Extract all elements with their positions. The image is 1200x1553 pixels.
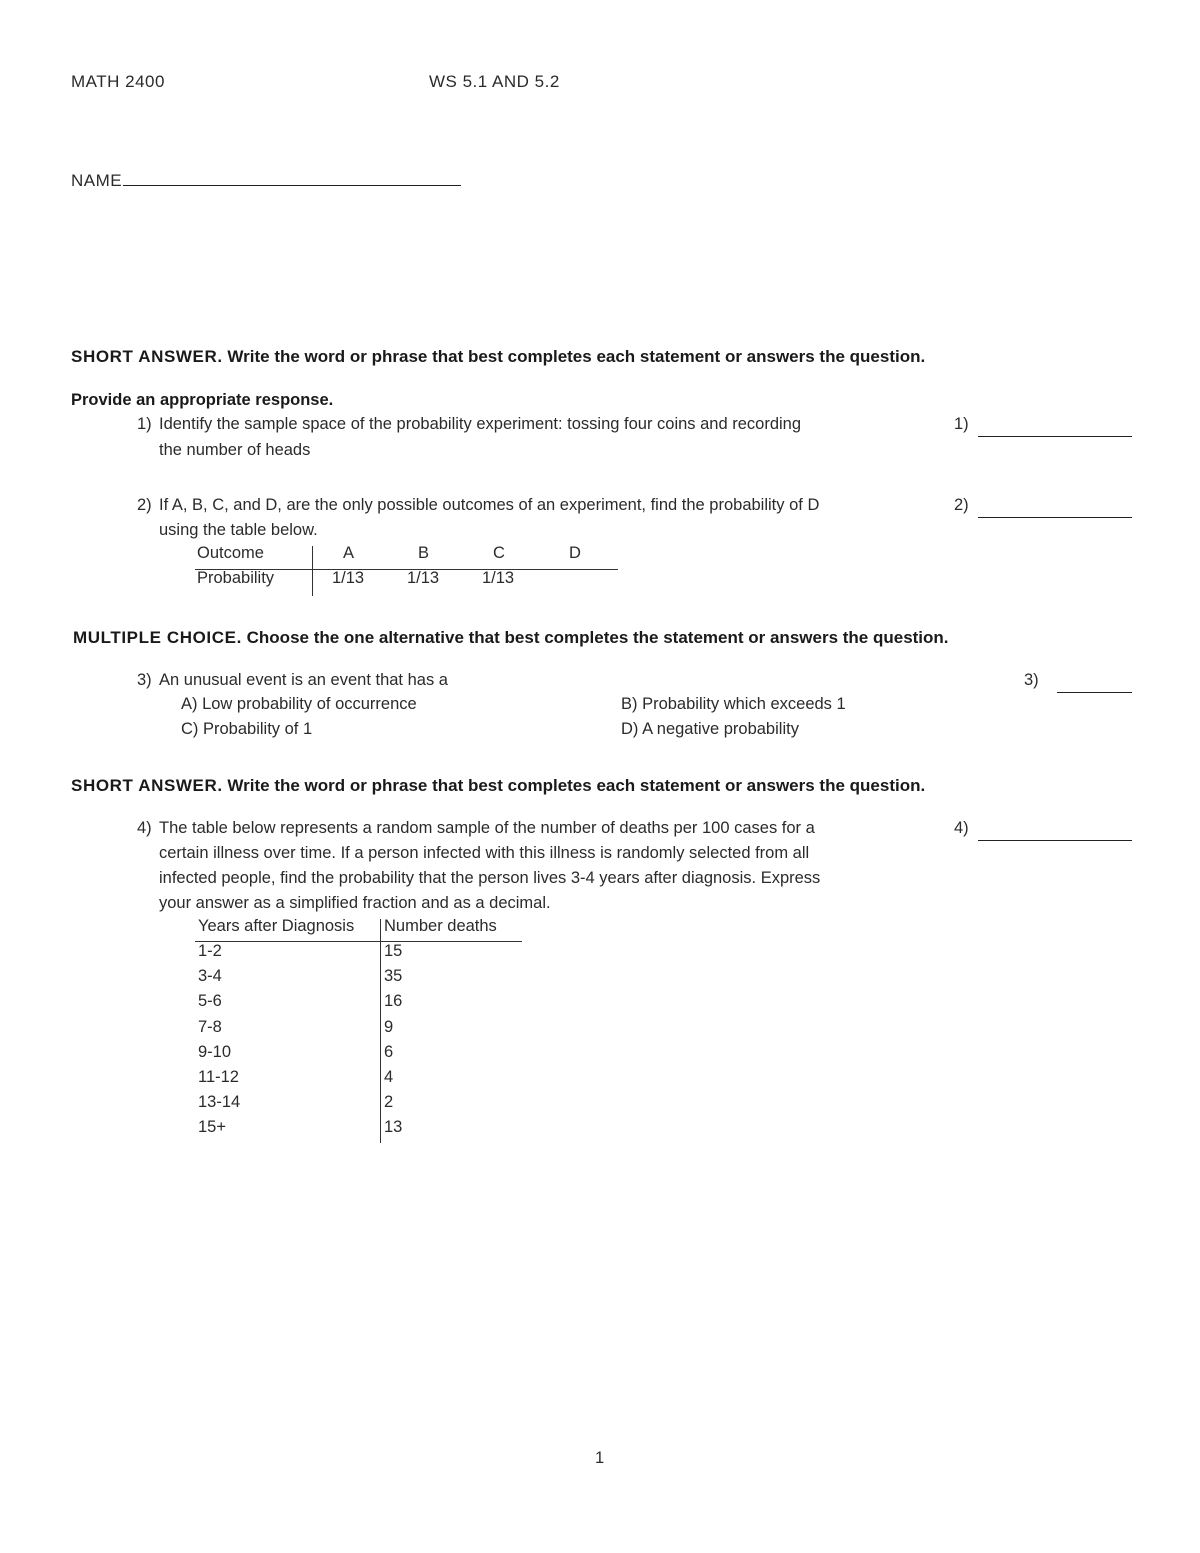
question-2-text-line2: using the table below. [159, 521, 318, 539]
section-instruction: Write the word or phrase that best completes each statement or answers the question. [227, 347, 926, 366]
section-label: SHORT ANSWER. [71, 776, 223, 795]
years-cell: 5-6 [198, 992, 222, 1011]
answer-blank-1[interactable] [978, 436, 1132, 437]
name-label: NAME [71, 171, 123, 190]
question-4-text-line2: certain illness over time. If a person infected with this illness is randomly selected from all [159, 844, 810, 862]
question-2-text-line1: If A, B, C, and D, are the only possible outcomes of an experiment, find the probability of D [159, 496, 820, 514]
option-a[interactable]: A) Low probability of occurrence [181, 695, 417, 713]
outcome-cell: C [493, 544, 505, 562]
section-label: MULTIPLE CHOICE. [73, 628, 242, 647]
section-instruction: Write the word or phrase that best completes each statement or answers the question. [227, 776, 926, 795]
question-1-number: 1) [137, 415, 152, 433]
question-4-text-line3: infected people, find the probability that the person lives 3-4 years after diagnosis. Express [159, 869, 821, 887]
answer-label-2: 2) [954, 496, 969, 514]
name-line[interactable] [123, 171, 461, 186]
outcome-cell: D [569, 544, 581, 562]
question-3-text: An unusual event is an event that has a [159, 671, 448, 689]
table-divider-vertical [380, 919, 381, 1143]
page-number: 1 [595, 1449, 605, 1467]
question-4-text-line4: your answer as a simplified fraction and as a decimal. [159, 894, 551, 912]
provide-response-heading: Provide an appropriate response. [71, 391, 334, 409]
outcome-cell: B [418, 544, 430, 562]
table-divider-vertical [312, 546, 313, 596]
option-b[interactable]: B) Probability which exceeds 1 [621, 695, 846, 713]
section-heading-multiple-choice [73, 628, 949, 648]
table-divider-horizontal [195, 941, 522, 942]
deaths-cell: 6 [384, 1042, 394, 1061]
option-c[interactable]: C) Probability of 1 [181, 720, 313, 738]
deaths-cell: 16 [384, 992, 403, 1011]
answer-blank-2[interactable] [978, 517, 1132, 518]
option-d[interactable]: D) A negative probability [621, 720, 799, 738]
section-label: SHORT ANSWER. [71, 347, 223, 366]
question-1-text-line2: the number of heads [159, 441, 311, 459]
deaths-cell: 15 [384, 942, 403, 960]
section-heading-short-answer [71, 776, 925, 796]
question-2-number: 2) [137, 496, 152, 514]
years-cell: 9-10 [198, 1042, 232, 1061]
probability-cell: 1/13 [407, 569, 440, 587]
outcome-row-label: Outcome [197, 544, 264, 562]
question-3-number: 3) [137, 671, 152, 689]
deaths-cell: 13 [384, 1118, 403, 1137]
question-1-text-line1: Identify the sample space of the probability experiment: tossing four coins and recording [159, 415, 802, 433]
worksheet-title: WS 5.1 AND 5.2 [429, 72, 560, 91]
years-cell: 3-4 [198, 967, 222, 986]
answer-label-3: 3) [1024, 671, 1039, 689]
years-cell: 15+ [198, 1118, 226, 1137]
section-instruction: Choose the one alternative that best completes the statement or answers the question. [246, 628, 949, 647]
answer-label-4: 4) [954, 819, 969, 837]
column-header-years: Years after Diagnosis [198, 917, 355, 935]
deaths-cell: 4 [384, 1067, 394, 1086]
answer-label-1: 1) [954, 415, 969, 433]
answer-blank-3[interactable] [1057, 692, 1132, 693]
years-cell: 13-14 [198, 1093, 241, 1112]
deaths-cell: 9 [384, 1017, 394, 1036]
question-4-number: 4) [137, 819, 152, 837]
probability-cell: 1/13 [482, 569, 515, 587]
course-title: MATH 2400 [71, 72, 165, 91]
probability-row-label: Probability [197, 569, 275, 587]
column-header-deaths: Number deaths [384, 917, 497, 935]
years-cell: 7-8 [198, 1017, 222, 1036]
deaths-cell: 35 [384, 967, 403, 986]
probability-cell: 1/13 [332, 569, 365, 587]
question-4-text-line1: The table below represents a random sample of the number of deaths per 100 cases for a [159, 819, 815, 837]
answer-blank-4[interactable] [978, 840, 1132, 841]
outcome-cell: A [343, 544, 355, 562]
name-field[interactable] [71, 171, 461, 191]
deaths-cell: 2 [384, 1093, 394, 1112]
years-cell: 11-12 [198, 1067, 239, 1086]
section-heading-short-answer [71, 347, 925, 367]
years-cell: 1-2 [198, 942, 222, 960]
